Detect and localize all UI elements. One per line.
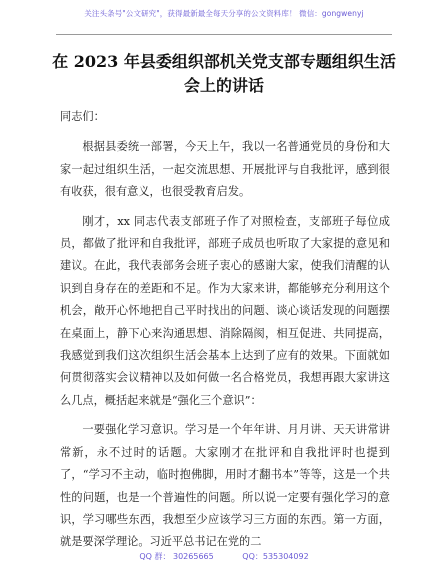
header-divider	[56, 34, 392, 35]
paragraph: 一要强化学习意识。学习是一个年年讲、月月讲、天天讲常讲常新，永不过时的话题。大家刚才在批评和自我批评时也提到了，“学习不主动，临时抱佛脚，用时才翻书本”等等，这是一个共性的问题，也是一个普遍性的问题。所以说一定要有强化学习的意识，学习哪些东西，我想至少应该学习三方面的东西。第一方面，就是要深学理论。习近平总书记在党的二	[60, 423, 390, 549]
footer-contact	[0, 551, 448, 562]
document-body	[60, 106, 390, 561]
footer-qq: QQ：535304092	[242, 552, 309, 561]
footer-qq-group: QQ 群： 30265665	[139, 552, 214, 561]
title-line-1: 在 2023 年县委组织部机关党支部专题组织生活	[52, 52, 396, 71]
salutation: 同志们：	[60, 110, 105, 123]
paragraph: 刚才，xx 同志代表支部班子作了对照检查，支部班子每位成员，都做了批评和自我批评，部班子成员也听取了大家提的意见和建议。在此，我代表部务会班子衷心的感谢大家，使我们清醒的认识到自身存在的差距和不足。作为大家来讲，都能够充分利用这个机会，敞开心怀地把自己平时找出的问题、谈心谈话发现的问题摆在桌面上，静下心来沟通思想、消除隔阂，相互促进、共同提高，我感觉到我们这次组织生活会基本上达到了应有的效果。下面就如何贯彻落实会议精神以及如何做一名合格党员，我想再跟大家讲这么几点，概括起来就是“强化三个意识”：	[60, 214, 390, 407]
paragraph: 根据县委统一部署，今天上午，我以一名普通党员的身份和大家一起过组织生活，一起交流思想、开展批评与自我批评，感到很有收获，很有意义，也很受教育启发。	[60, 140, 390, 199]
title-line-2: 会上的讲话	[183, 76, 264, 95]
document-title	[40, 50, 408, 98]
header-banner: 关注头条号"公文研究"，获得最新最全每天分享的公文资料库！ 微信：gongwenyj	[84, 9, 364, 18]
